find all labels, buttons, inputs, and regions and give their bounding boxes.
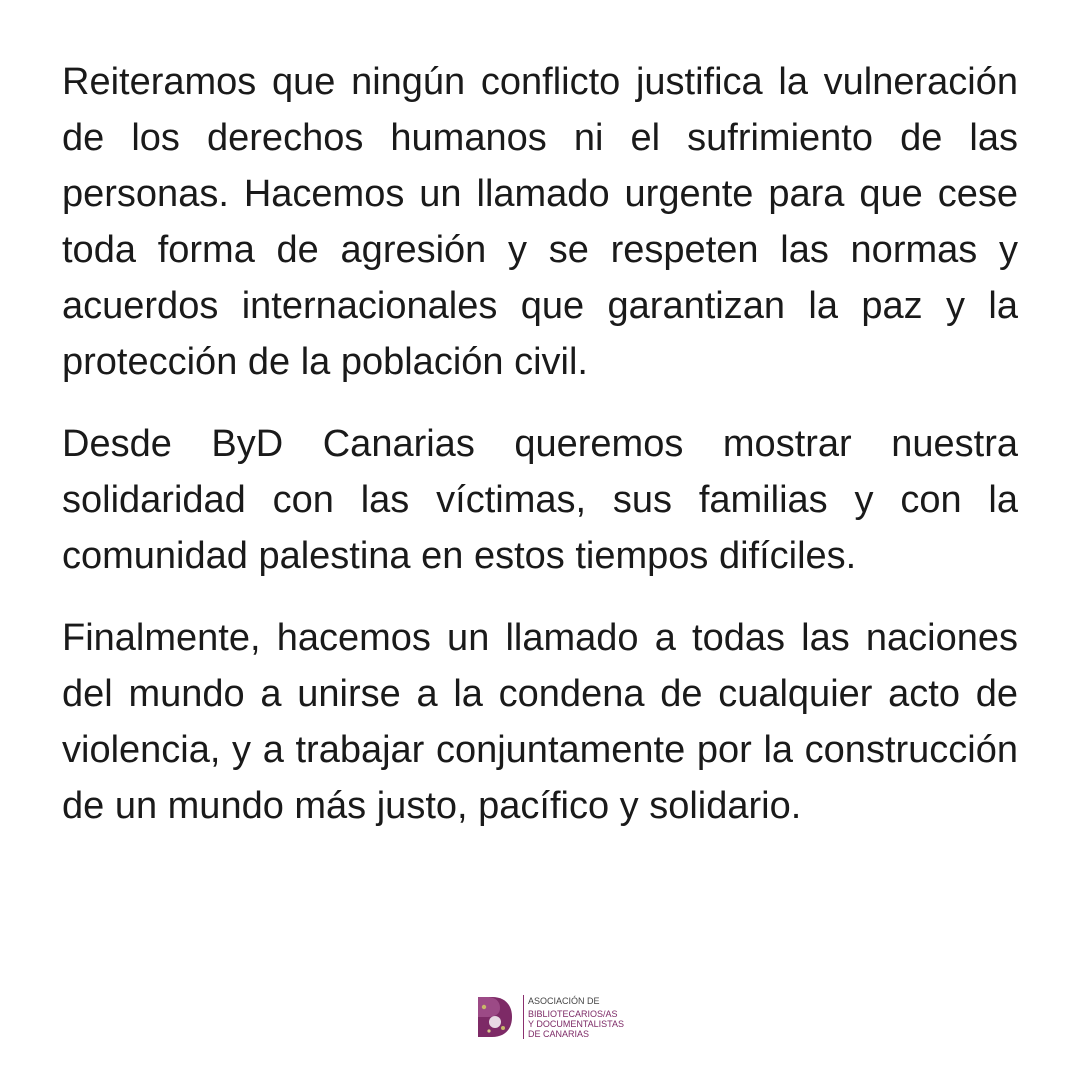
paragraph-call-to-nations: Finalmente, hacemos un llamado a todas las naciones del mundo a unirse a la condena de cualquier acto de violencia, y a trabajar conjuntamente por la construcción de un mundo más justo, pacífico y solidario. (62, 617, 1018, 827)
logo-text-line-3: Y DOCUMENTALISTAS (528, 1018, 625, 1029)
logo-text-line-1: ASOCIACIÓN DE (528, 995, 600, 1006)
byd-logo-icon (476, 995, 514, 1039)
statement-body (62, 54, 1018, 860)
association-logo (476, 994, 625, 1040)
logo-text (528, 995, 625, 1039)
logo-text-line-2: BIBLIOTECARIOS/AS (528, 1008, 618, 1019)
logo-divider (523, 995, 524, 1039)
paragraph-solidarity: Desde ByD Canarias queremos mostrar nuestra solidaridad con las víctimas, sus familias y con la comunidad palestina en estos tiempos difíciles. (62, 423, 1018, 577)
logo-text-line-4: DE CANARIAS (528, 1028, 590, 1039)
paragraph-condemnation: Reiteramos que ningún conflicto justifica la vulneración de los derechos humanos ni el sufrimiento de las personas. Hacemos un llamado urgente para que cese toda forma de agresión y se respeten las normas y acuerdos internacionales que garantizan la paz y la protección de la población civil. (62, 61, 1018, 383)
